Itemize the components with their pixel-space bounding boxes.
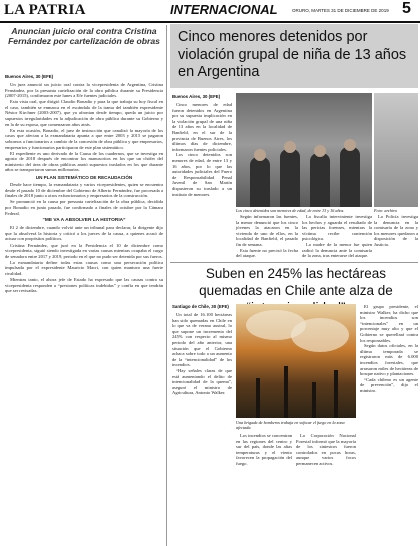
paragraph: Según datos oficiales, en la última temporada se registraron más de 6.000 incendios forestales, que arrasaron miles de hectáreas de bosque nativo y plantaciones. — [360, 343, 418, 377]
paragraph: Los incendios se concentran en las regiones del centro y sur del país, donde las altas temperaturas y el viento favorecen la propagación del fuego. — [236, 433, 292, 466]
photo-figure — [340, 147, 360, 207]
masthead — [0, 0, 420, 22]
paragraph: Mientras tanto, el ahora jefe de Estado ha expresado que las causas contra su vicepresidenta responden a “presiones políticas indebidas” y confía en que tendrán que ser revisadas. — [5, 277, 163, 294]
photo-figure-head — [254, 149, 266, 161]
dateline: ORURO, MARTES 31 DE DICIEMBRE DE 2019 — [292, 8, 389, 13]
story-two-column-1 — [172, 312, 232, 396]
photo-figure — [310, 153, 330, 207]
page-number: 5 — [402, 0, 411, 17]
paragraph: Cinco menores de edad fueron detenidos en Argentina por su supuesta implicación en la violación grupal de una niña de 13 años en la localidad de Banfield, en el sur de la provincia de Buenos Aires, los últimos días de diciembre, informaron fuentes policiales. — [172, 102, 232, 152]
photo-tree — [334, 370, 338, 418]
left-story-headline: Anuncian juicio oral contra Cristina Fernández por cartelización de obras — [8, 26, 160, 46]
masthead-rule — [0, 21, 420, 23]
story-two-photo — [236, 304, 356, 418]
paragraph: Esta fuente no precisó la fecha del ataque. — [236, 247, 298, 259]
newspaper-logo: LA PATRIA — [4, 2, 86, 18]
story-one-headline: Cinco menores detenidos por violación grupal de niña de 13 años en Argentina — [178, 29, 407, 80]
paragraph: La exmandataria define todas estas causas como una persecución política impulsada por el expresidente Mauricio Macri, con quien mantuvo una fuerte rivalidad. — [5, 259, 163, 276]
story-one-inset-photo — [374, 93, 418, 207]
story-one-photo-caption: Los cinco detenidos son menores de edad, de entre 13 y 16 años. — [236, 208, 345, 213]
paragraph: En esta ocasión, Bonadio, el juez de instrucción que canalizó la mayoría de los casos que afectan a la exmandataria apunta a que entre 2003 y 2015 se pagaron sobornos a funcionarios a cambio de la concesión de obra pública y que empresarios, empresarios y funcionarios participaron de este plan sistemático. — [5, 127, 163, 150]
photo-figure-head — [314, 145, 326, 157]
photo-tree — [284, 366, 288, 418]
story-one-column-3 — [302, 214, 372, 259]
story-divider — [170, 262, 418, 263]
paragraph: Según informaron las fuentes, la menor denunció que los cinco jóvenes la atacaron en la vivienda de uno de ellos, en la localidad de Banfield, el pasado fin de semana. — [236, 214, 298, 247]
paragraph: Desde hace tiempo, la exmandataria y varios vicepresidentes, quien se encuentra desde el pasado 10 de diciembre del Gobierno de Alberto Fernández, fue procesada a finales de 2018 junto a otros exfuncionarios y empresarios de la construcción. — [5, 182, 163, 199]
paragraph: “Hay señales claras de que está aumentando el delito de intencionalidad de la quema”, aseguró el ministro de Agricultura, Antonio Walker. — [172, 367, 232, 396]
left-story-body — [5, 82, 163, 294]
story-two-byline: Santiago de Chile, 30 (EFE) — [172, 304, 229, 309]
left-story-quote-head: “ME VA A ABSOLVER LA HISTORIA” — [42, 218, 126, 224]
photo-tree — [312, 382, 316, 418]
paragraph: Se pronunció en la causa por presunta cartelización de la obra pública, decidida por Bonadio en junio pasado, fue confirmado a finales de octubre por la Cámara Federal. — [5, 199, 163, 216]
photo-figure-head — [284, 141, 296, 153]
story-two-photo-caption: Una brigada de bomberos trabaja en sofocar el fuego en la zona afectada. — [236, 420, 345, 430]
story-two-column-4 — [360, 304, 418, 394]
paragraph: El grupo presidente, el ministro Walker, ha dicho que los incendios son “intencionales” en un porcentaje muy alto y que el Gobierno se querellará contra los responsables. — [360, 304, 418, 343]
column-divider — [166, 25, 167, 546]
photo-smoke — [291, 318, 349, 352]
photo-figure — [250, 157, 270, 207]
story-one-column-2 — [236, 214, 298, 259]
paragraph: Los cinco detenidos son menores de edad, de entre 13 y 16 años, por lo que las autoridades judiciales del Fuero de Responsabilidad Penal Juvenil de San Martín dispusieron su traslado a un instituto de menores. — [172, 152, 232, 197]
story-two-headline: Suben en 245% las hectáreas quemadas en Chile ante alza de — [199, 266, 393, 298]
story-one-photo — [236, 93, 372, 207]
paragraph: El 2 de diciembre, cuando volvió ante un tribunal para declarar, la dirigente dijo que la absolverá la historia y criticó a los jueces de la causa, a quienes acusó de actuar con propósitos políticos. — [5, 225, 163, 242]
left-story-byline: Buenos Aires, 30 (EFE) — [5, 74, 54, 79]
story-one-column-4 — [374, 214, 418, 248]
left-story-subhead: UN PLAN SISTEMÁTICO DE RECAUDACIÓN — [35, 175, 133, 180]
paragraph: Esta vista oral, que dirigió Claudio Bonadio y para la que trabaja su hoy fiscal en el caso, también se enmarca en el escándalo de la trama del también expresidente Néstor Kirchner (2003-2007), que ya afrontan desde tiempo, queda un juicio por supuestos irregularidades en la adjudicación de obra pública durante su Gobierno y en la de su esposa, que comenzaron años atrás. — [5, 99, 163, 127]
paragraph: “Cada chileno es un agente de prevención”, dijo el ministro. — [360, 376, 418, 393]
paragraph: Cristina Fernández, que juró en la Presidencia el 10 de diciembre como vicepresidenta, siguió siendo investigada en varias causas mientras ocupaba el cargo de senadora entre 2017 y 2019, periodo en el que no pudo ser detenida por sus fueros. — [5, 242, 163, 259]
paragraph: El expediente es uno derivado de la Causa de los cuadernos, que se investiga en agosto de 2018 después de encontrar los manuscritos en los que un chófer del ministerio del área de obras públicas anotó supuestos traslados en los que durante años se transportaron sumas millonarias. — [5, 150, 163, 173]
photo-tree — [256, 378, 260, 418]
section-label: INTERNACIONAL — [170, 2, 278, 17]
paragraph: La fiscalía interviniente investiga los hechos y aguarda el resultado de las pericias forenses, mientras la víctima recibe contención psicológica. — [302, 214, 372, 242]
story-one-column-1 — [172, 102, 232, 197]
story-one-byline: Buenos Aires, 30 (EFE) — [172, 94, 221, 99]
paragraph: Un total de 16.100 hectáreas han sido quemadas en Chile en lo que va de verano austral, lo que supone un incremento del 245% con respecto al mismo periodo del año anterior, una situación que el Gobierno achaca sobre todo a un aumento de la “intencionalidad” de los incendios. — [172, 312, 232, 368]
paragraph: Un juez anunció un juicio oral contra la vicepresidenta de Argentina, Cristina Fernández, por la presunta cartelización de la obra pública durante su Presidencia (2007-2015), confirmaron este lunes a Efe fuentes judiciales. — [5, 82, 163, 99]
photo-figure-head — [344, 139, 356, 151]
photo-figure — [280, 149, 300, 207]
story-one-inset-caption: Foto: archivo — [374, 208, 397, 213]
paragraph: La Policía investiga la denuncia en la comisaría de la zona y los menores quedaron a disposición de la Justicia. — [374, 214, 418, 247]
paragraph: La madre de la menor fue quien radicó la denuncia ante la comisaría de la zona, tras enterarse del ataque. — [302, 241, 372, 259]
paragraph: La Corporación Nacional Forestal informó que la mayoría de los siniestros fueron controlados en pocas horas, aunque varios focos permanecen activos. — [296, 433, 356, 466]
story-two-column-3 — [296, 433, 356, 467]
story-two-column-2 — [236, 433, 292, 467]
